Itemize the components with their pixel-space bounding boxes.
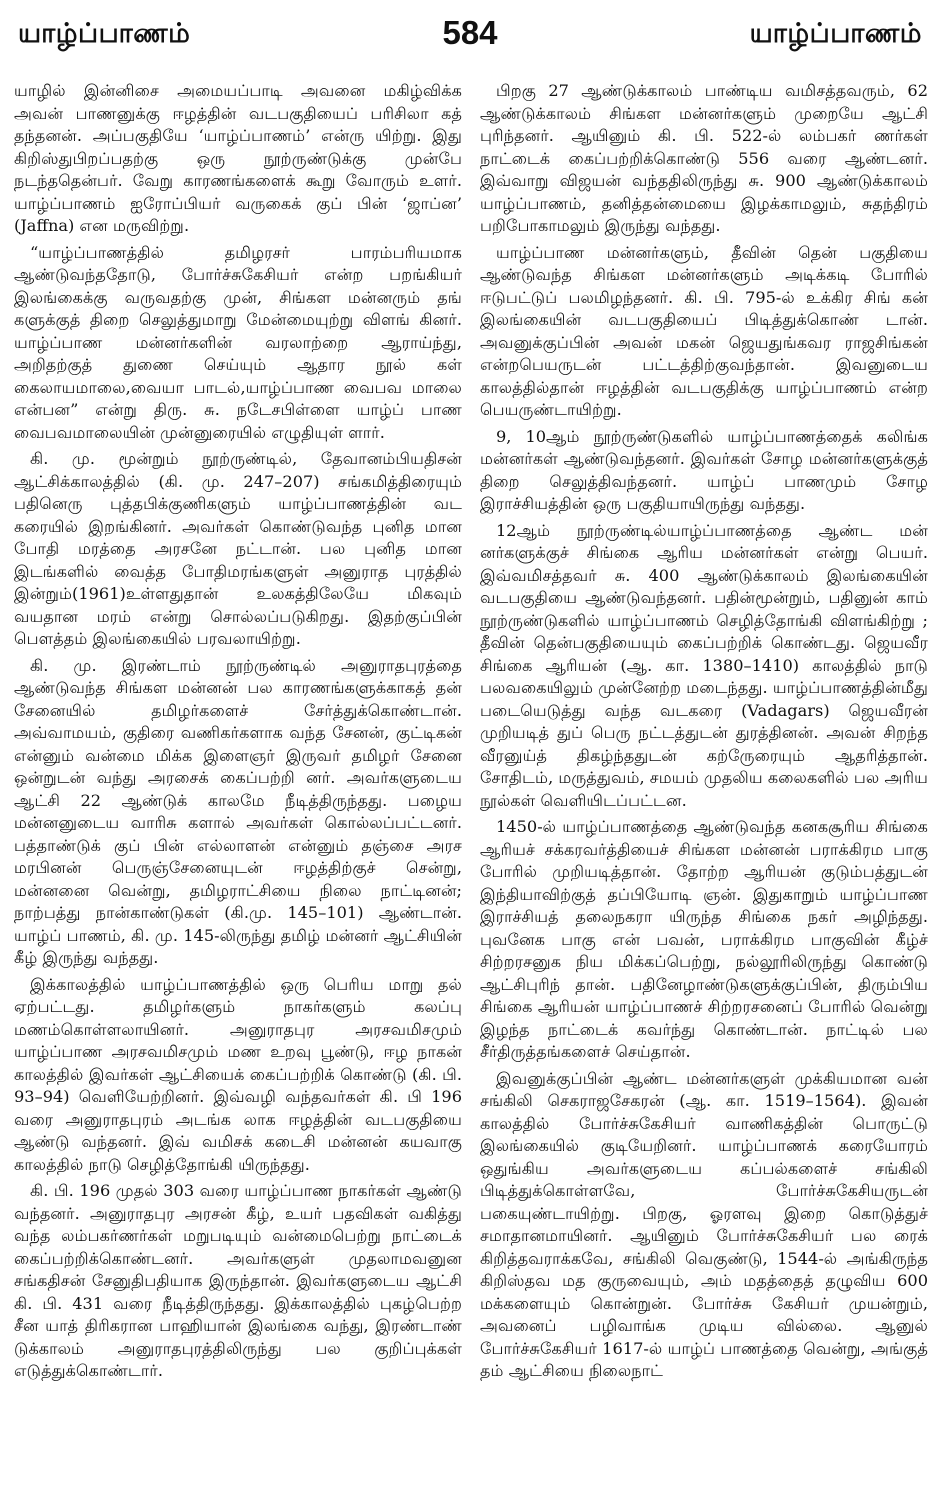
page-number: 584 — [442, 14, 498, 51]
left-column — [14, 80, 462, 1485]
paragraph: இக்காலத்தில் யாழ்ப்பாணத்தில் ஒரு பெரிய மாறு தல் ஏற்பட்டது. தமிழர்களும் நாகர்களும் கலப்பு மணம்கொள்ளலாயினர். அனுராதபுர அரசவமிசமும் யாழ்ப்பாண அரசவமிசமும் மண உறவு பூண்டு, ஈழ நாகன் காலத்தில் இவர்கள் ஆட்சியைக் கைப்பற்றிக் கொண்டு (கி. பி. 93–94) வெளியேற்றினர். இவ்வழி வந்தவர்கள் கி. பி 196 வரை அனுராதபுரம் அடங்க லாக ஈழத்தின் வடபகுதியை ஆண்டு வந்தனர். இவ் வமிசக் கடைசி மன்னன் கயவாகு காலத்தில் நாடு செழித்தோங்கி யிருந்தது. — [14, 974, 462, 1174]
paragraph: 9, 10ஆம் நூற்ருண்டுகளில் யாழ்ப்பாணத்தைக் கலிங்க மன்னர்கள் ஆண்டுவந்தனர். இவர்கள் சோழ மன்னர்களுக்குத் திறை செலுத்திவந்தனர். யாழ்ப் பாணமும் சோழ இராச்சியத்தின் ஒரு பகுதியாயிருந்து வந்தது. — [480, 426, 928, 513]
paragraph: 1450-ல் யாழ்ப்பாணத்தை ஆண்டுவந்த கனகசூரிய சிங்கை ஆரியச் சக்கரவர்த்தியைச் சிங்கள மன்னன் பராக்கிரம பாகு போரில் முறியடித்தான். தோற்ற ஆரியன் குடும்பத்துடன் இந்தியாவிற்குத் தப்பியோடி ஞன். இதுகாறும் யாழ்ப்பாண இராச்சியத் தலைநகரா யிருந்த சிங்கை நகர் அழிந்தது. புவனேக பாகு என் பவன், பராக்கிரம பாகுவின் கீழ்ச் சிற்றரசனுக நிய மிக்கப்பெற்று, நல்லூரிலிருந்து கொண்டு ஆட்சிபுரிந் தான். பதினேழாண்டுகளுக்குப்பின், திரும்பிய சிங்கை ஆரியன் யாழ்ப்பாணச் சிற்றரசனைப் போரில் வென்று இழந்த நாட்டைக் கவர்ந்து கொண்டான். நாட்டில் பல சீர்திருத்தங்களைச் செய்தான். — [480, 817, 928, 1061]
paragraph: யாழ்ப்பாண மன்னர்களும், தீவின் தென் பகுதியை ஆண்டுவந்த சிங்கள மன்னர்களும் அடிக்கடி போரில் ஈடுபட்டுப் பலமிழந்தனர். கி. பி. 795-ல் உக்கிர சிங் கன் இலங்கையின் வடபகுதியைப் பிடித்துக்கொண் டான். அவனுக்குப்பின் அவன் மகன் ஜெயதுங்கவர ராஜசிங்கன் என்றபெயருடன் பட்டத்திற்குவந்தான். இவனுடைய காலத்தில்தான் ஈழத்தின் வடபகுதிக்கு யாழ்ப்பாணம் என்ற பெயருண்டாயிற்று. — [480, 242, 928, 419]
paragraph: பிறகு 27 ஆண்டுக்காலம் பாண்டிய வமிசத்தவரும், 62 ஆண்டுக்காலம் சிங்கள மன்னர்களும் முறையே ஆட்சி புரிந்தனர். ஆயினும் கி. பி. 522-ல் லம்பகர் ணர்கள் நாட்டைக் கைப்பற்றிக்கொண்டு 556 வரை ஆண்டனர். இவ்வாறு விஜயன் வந்ததிலிருந்து சு. 900 ஆண்டுக்காலம் யாழ்ப்பாணம், தனித்தன்மையை இழக்காமலும், சுதந்திரம் பறிபோகாமலும் இருந்து வந்தது. — [480, 81, 928, 235]
paragraph: 12ஆம் நூற்ருண்டில்யாழ்ப்பாணத்தை ஆண்ட மன் னர்களுக்குச் சிங்கை ஆரிய மன்னர்கள் என்று பெயர். இவ்வமிசத்தவர் சு. 400 ஆண்டுக்காலம் இலங்கையின் வடபகுதியை ஆண்டுவந்தனர். பதின்மூன்றும், பதினுன் காம் நூற்ருண்டுகளில் யாழ்ப்பாணம் செழித்தோங்கி விளங்கிற்று ; தீவின் தென்பகுதியையும் கைப்பற்றிக் கொண்டது. ஜெயவீர சிங்கை ஆரியன் (ஆ. கா. 1380–1410) காலத்தில் நாடு பலவகையிலும் முன்னேற்ற மடைந்தது. யாழ்ப்பாணத்தின்மீது படையெடுத்து வந்த வடகரை (Vadagars) ஜெயவீரன் முறியடித் துப் பெரு நட்டத்துடன் துரத்தினன். அவன் சிறந்த வீரனுய்த் திகழ்ந்ததுடன் கற்ருேரையும் ஆதரித்தான். சோதிடம், மருத்துவம், சமயம் முதலிய கலைகளில் பல அரிய நூல்கள் வெளியிடப்பட்டன. — [480, 520, 928, 810]
paragraph: கி. மு. மூன்றும் நூற்ருண்டில், தேவானம்பியதிசன் ஆட்சிக்காலத்தில் (கி. மு. 247–207) சங்கமித்திரையும் பதினெரு புத்தபிக்குணிகளும் யாழ்ப்பாணத்தின் வட கரையில் இறங்கினர். அவர்கள் கொண்டுவந்த புனித மான போதி மரத்தை அரசனே நட்டான். பல புனித மான இடங்களில் வைத்த போதிமரங்களுள் அனுராத புரத்தில் இன்றும்(1961)உள்ளதுதான் உலகத்திலேயே மிகவும் வயதான மரம் என்று சொல்லப்படுகிறது. இதற்குப்பின் பௌத்தம் இலங்கையில் பரவலாயிற்று. — [14, 449, 462, 648]
right-column — [480, 80, 928, 1485]
paragraph: “யாழ்ப்பாணத்தில் தமிழரசர் பாரம்பரியமாக ஆண்டுவந்ததோடு, போர்ச்சுகேசியர் என்ற பறங்கியர் இலங்கைக்கு வருவதற்கு முன், சிங்கள மன்னரும் தங் களுக்குத் திறை செலுத்துமாறு மேன்மையுற்று விளங் கினர். யாழ்ப்பாண மன்னர்களின் வரலாற்றை ஆராய்ந்து, அறிதற்குத் துணை செய்யும் ஆதார நூல் கள் கைலாயமாலை,வையா பாடல்,யாழ்ப்பாண வைபவ மாலை என்பன” என்று திரு. சு. நடேசபிள்ளை யாழ்ப் பாண வைபவமாலையின் முன்னுரையில் எழுதியுள் ளார். — [14, 242, 462, 442]
running-head-right: யாழ்ப்பாணம் — [749, 18, 922, 49]
paragraph: யாழில் இன்னிசை அமையப்பாடி அவனை மகிழ்விக்க அவன் பாணனுக்கு ஈழத்தின் வடபகுதியைப் பரிசிலா கத் தந்தனன். அப்பகுதியே ‘யாழ்ப்பாணம்’ என்ரு யிற்று. இது கிறிஸ்துபிறப்பதற்கு ஒரு நூற்ருண்டுக்கு முன்பே நடந்ததென்பர். வேறு காரணங்களைக் கூறு வோரும் உளர். யாழ்ப்பாணம் ஐரோப்பியர் வருகைக் குப் பின் ‘ஜாப்ன’ (Jaffna) என மருவிற்று. — [14, 81, 462, 235]
paragraph: கி. மு. இரண்டாம் நூற்ருண்டில் அனுராதபுரத்தை ஆண்டுவந்த சிங்கள மன்னன் பல காரணங்களுக்காகத் தன் சேனையில் தமிழர்களைச் சேர்த்துக்கொண்டான். அவ்வாமயம், குதிரை வணிகர்களாக வந்த சேனன், குட்டிகன் என்னும் வன்மை மிக்க இளைஞர் இருவர் தமிழர் சேனை ஒன்றுடன் வந்து அரசைக் கைப்பற்றி னர். அவர்களுடைய ஆட்சி 22 ஆண்டுக் காலமே நீடித்திருந்தது. பழைய மன்னனுடைய வாரிசு களால் அவர்கள் கொல்லப்பட்டனர். பத்தாண்டுக் குப் பின் எல்லாளன் என்னும் தஞ்சை அரச மரபினன் பெருஞ்சேனையுடன் ஈழத்திற்குச் சென்று, மன்னனை வென்று, தமிழராட்சியை நிலை நாட்டினன்; நாற்பத்து நான்காண்டுகள் (கி.மு. 145–101) ஆண்டான். யாழ்ப் பாணம், கி. மு. 145-லிருந்து தமிழ் மன்னர் ஆட்சியின் கீழ் இருந்து வந்தது. — [14, 655, 462, 967]
paragraph: கி. பி. 196 முதல் 303 வரை யாழ்ப்பாண நாகர்கள் ஆண்டு வந்தனர். அனுராதபுர அரசன் கீழ், உயர் பதவிகள் வகித்து வந்த லம்பகர்ணர்கள் மறுபடியும் வன்மைபெற்று நாட்டைக் கைப்பற்றிக்கொண்டனர். அவர்களுள் முதலாமவனுன சங்கதிசன் சேனுதிபதியாக இருந்தான். இவர்களுடைய ஆட்சி கி. பி. 431 வரை நீடித்திருந்தது. இக்காலத்தில் புகழ்பெற்ற சீன யாத் திரிகரான பாஹியான் இலங்கை வந்து, இரண்டாண் டுக்காலம் அனுராதபுரத்திலிருந்து பல குறிப்புக்கள் எடுத்துக்கொண்டார். — [14, 1181, 462, 1380]
paragraph: இவனுக்குப்பின் ஆண்ட மன்னர்களுள் முக்கியமான வன் சங்கிலி செகராஜசேகரன் (ஆ. கா. 1519–1564). இவன் காலத்தில் போர்ச்சுகேசியர் வாணிகத்தின் பொருட்டு இலங்கையில் குடியேறினர். யாழ்ப்பாணக் கரையோரம் ஒதுங்கிய அவர்களுடைய கப்பல்களைச் சங்கிலி பிடித்துக்கொள்ளவே, போர்ச்சுகேசியருடன் பகையுண்டாயிற்று. பிறகு, ஓரளவு இறை கொடுத்துச் சமாதானமாயினர். ஆயினும் போர்ச்சுகேசியர் பல ரைக் கிறித்தவராக்கவே, சங்கிலி வெகுண்டு, 1544-ல் அங்கிருந்த கிறிஸ்தவ மத குருவையும், அம் மதத்தைத் தழுவிய 600 மக்களையும் கொன்றுன். போர்ச்சு கேசியர் முயன்றும், அவனைப் பழிவாங்க முடிய வில்லை. ஆனுல் போர்ச்சுகேசியர் 1617-ல் யாழ்ப் பாணத்தை வென்று, அங்குத் தம் ஆட்சியை நிலைநாட் — [480, 1068, 928, 1380]
page-header — [18, 14, 922, 68]
running-head-left: யாழ்ப்பாணம் — [18, 18, 191, 49]
